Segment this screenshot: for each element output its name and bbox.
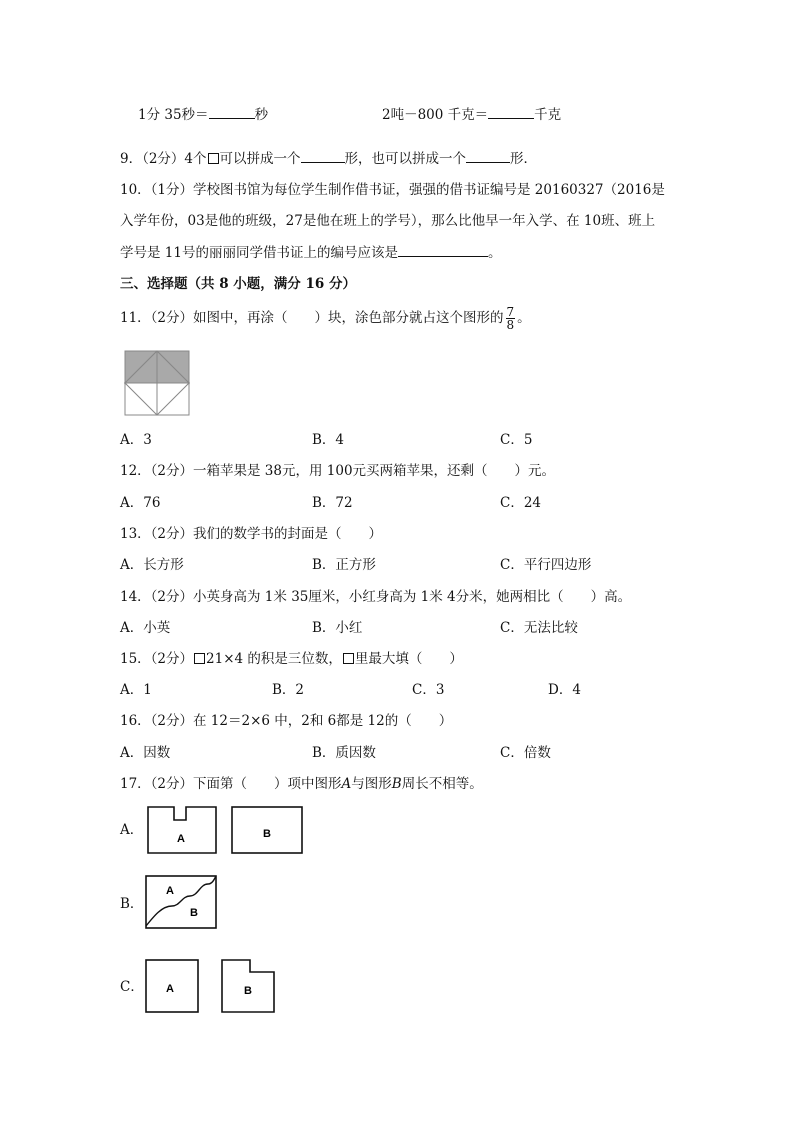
question-16: 16．（2分）在 12＝2×6 中，2和 6都是 12的（ ） [120,713,453,729]
figure-option-a [146,805,306,857]
option-a[interactable]: A．3 [120,432,152,448]
option-a[interactable]: A．76 [120,495,161,511]
fill-line-right: 2吨－800 千克＝ 千克 [382,104,561,125]
option-d[interactable]: D．4 [548,682,581,698]
option-c[interactable]: C． [120,979,144,995]
figure-label-b: B [263,828,271,840]
section-title: 三、选择题（共 8 小题，满分 16 分） [120,276,356,292]
answer-blank[interactable] [488,104,534,119]
figure-label-a: A [166,885,174,897]
option-c[interactable]: C．5 [500,432,533,448]
answer-blank[interactable] [209,104,255,119]
answer-blank[interactable] [398,242,488,257]
question-17: 17．（2分）下面第（ ）项中图形A与图形B周长不相等。 [120,776,483,792]
small-square-icon [208,153,219,164]
option-b[interactable]: B．质因数 [312,745,376,761]
option-b[interactable]: B．72 [312,495,353,511]
figure-option-b [144,874,220,932]
fill-line-left: 1分 35秒＝ 秒 [138,104,268,125]
option-b[interactable]: B．正方形 [312,557,376,573]
option-a[interactable]: A．小英 [120,620,171,636]
figure-label-b: B [244,985,252,997]
question-9: 9．（2分）4个 可以拼成一个 形，也可以拼成一个 形． [120,148,537,169]
question-10-line-2: 入学年份，03是他的班级，27是他在班上的学号），那么比他早一年入学、在 10班、班上 [120,213,656,229]
answer-blank[interactable] [466,148,510,163]
question-14: 14．（2分）小英身高为 1米 35厘米，小红身高为 1米 4分米，她两相比（ ）高。 [120,589,632,605]
small-square-icon [194,653,205,664]
option-a[interactable]: A．长方形 [120,557,184,573]
option-c[interactable]: C．平行四边形 [500,557,592,573]
option-a[interactable]: A．因数 [120,745,171,761]
question-12: 12．（2分）一箱苹果是 38元，用 100元买两箱苹果，还剩（ ）元。 [120,463,556,479]
option-a[interactable]: A． [120,822,144,838]
figure-label-a: A [177,833,185,845]
option-c[interactable]: C．倍数 [500,745,551,761]
option-a[interactable]: A．1 [120,682,152,698]
shaded-square-figure [124,350,190,416]
question-15: 15．（2分） 21×4 的积是三位数， 里最大填（ ） [120,651,463,667]
figure-label-a: A [166,983,174,995]
option-c[interactable]: C．3 [412,682,445,698]
question-13: 13．（2分）我们的数学书的封面是（ ） [120,526,383,542]
answer-blank[interactable] [301,148,345,163]
option-b[interactable]: B．4 [312,432,345,448]
figure-label-b: B [190,907,198,919]
figure-option-c [144,958,280,1016]
option-b[interactable]: B．2 [272,682,305,698]
option-c[interactable]: C．无法比较 [500,620,578,636]
question-10-line-3: 学号是 11号的丽丽同学借书证上的编号应该是 。 [120,242,501,263]
option-c[interactable]: C．24 [500,495,542,511]
question-10-line-1: 10．（1分）学校图书馆为每位学生制作借书证，强强的借书证编号是 20160327（2016是 [120,182,665,198]
question-11: 11．（2分）如图中，再涂（ ）块，涂色部分就占这个图形的 $\frac{7}{8}$ 。 [120,305,531,332]
small-square-icon [343,653,354,664]
option-b[interactable]: B．小红 [312,620,363,636]
option-b[interactable]: B． [120,896,144,912]
fraction: $\frac{7}{8}$ [506,305,515,332]
